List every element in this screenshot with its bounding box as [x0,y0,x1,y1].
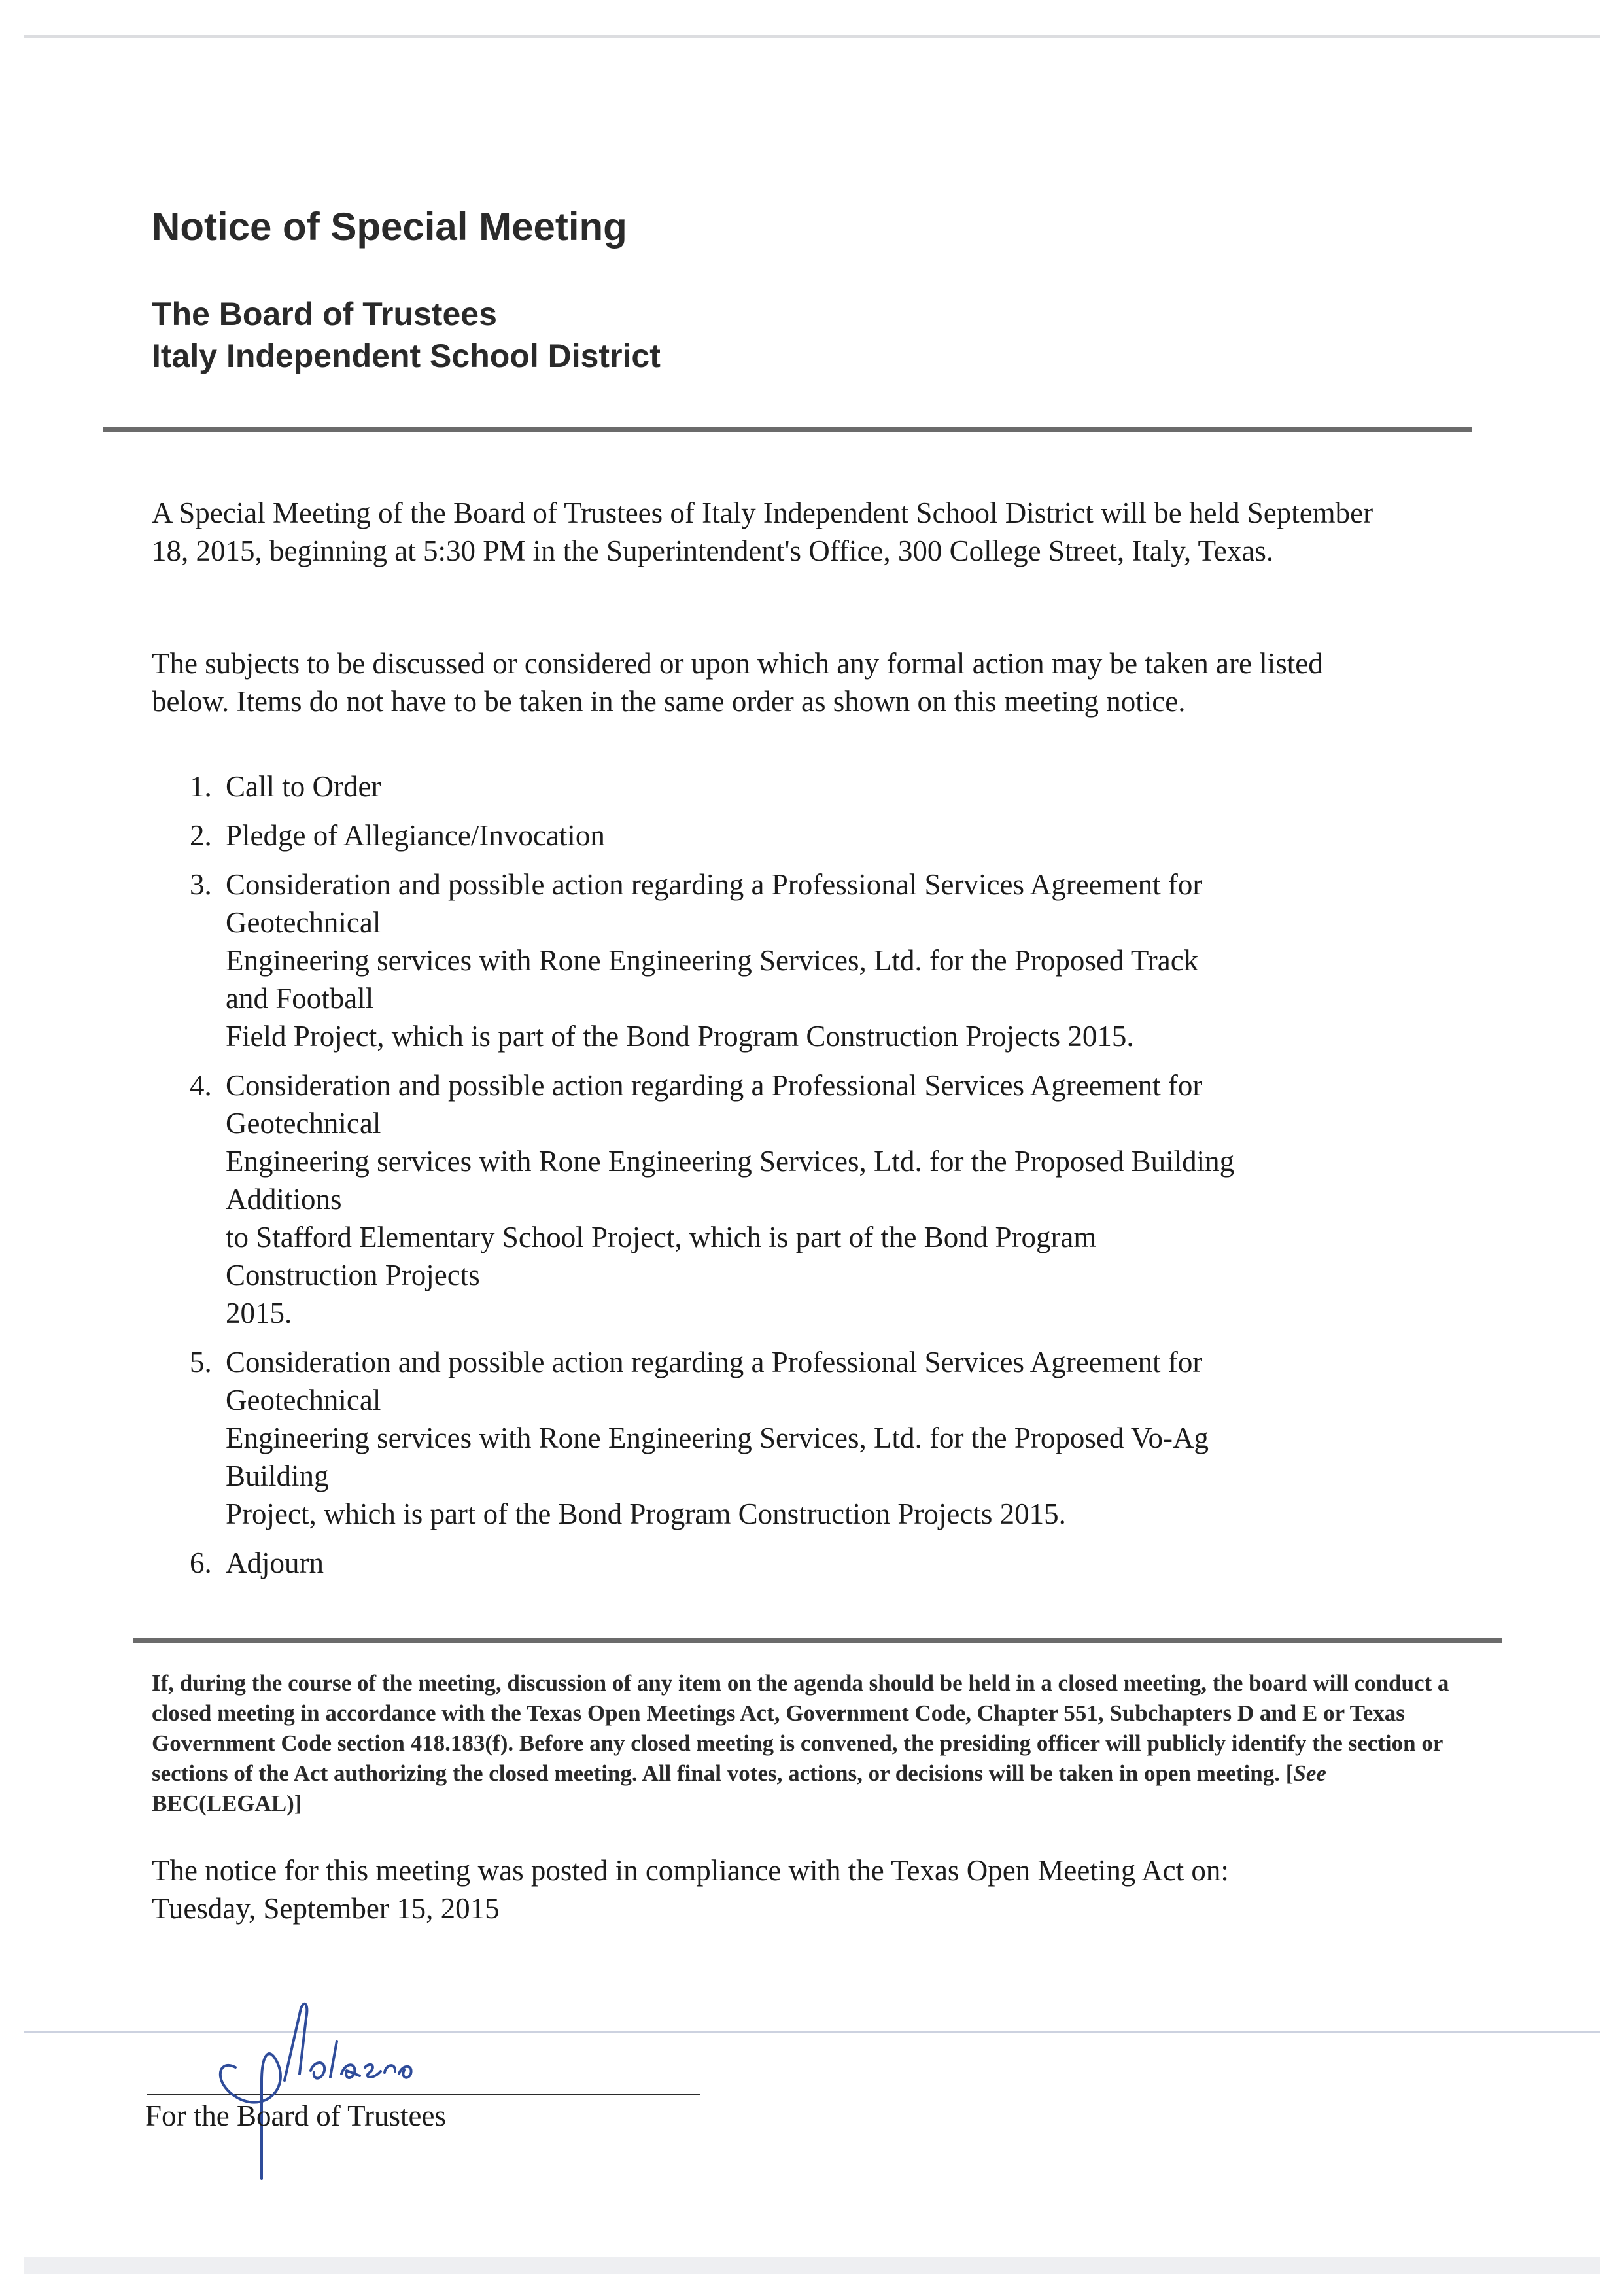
agenda-item-text: Engineering services with Rone Engineering Services, Ltd. for the Proposed Track [226,944,1199,977]
agenda-item [190,1343,1387,1533]
agenda-item-text: Building [226,1460,329,1492]
scan-edge-top [24,35,1600,38]
agenda-item-text: Consideration and possible action regarding a Professional Services Agreement for [226,1069,1203,1102]
agenda-divider [133,1638,1502,1643]
posting-compliance-text: The notice for this meeting was posted in compliance with the Texas Open Meeting Act on: [152,1854,1229,1887]
closed-meeting-notice [152,1668,1460,1819]
meeting-details-paragraph: A Special Meeting of the Board of Trustees of Italy Independent School District will be held September 18, 2015, beginning at 5:30 PM in the Superintendent's Office, 300 College Street, Italy, Texas. [152,497,1373,567]
header-divider [103,427,1472,432]
agenda-item-text: Engineering services with Rone Engineering Services, Ltd. for the Proposed Vo-Ag [226,1422,1209,1454]
agenda-item [190,816,1387,854]
agenda-item-text: Construction Projects [226,1259,480,1291]
district-name: Italy Independent School District [152,338,661,374]
posting-statement [152,1851,1460,1927]
agenda-item-text: 2015. [226,1297,292,1329]
board-heading [152,293,661,377]
agenda-item-text: Project, which is part of the Bond Program Construction Projects 2015. [226,1498,1066,1530]
agenda-item [190,1544,1387,1582]
handwritten-signature [196,1989,510,2185]
agenda-item-number: 4. [190,1069,212,1102]
agenda-item-number: 5. [190,1346,212,1378]
agenda-item-text: Geotechnical [226,1107,381,1140]
agenda-item-text: Call to Order [226,770,381,803]
scan-edge-bottom [24,2257,1600,2274]
agenda-item-text: Consideration and possible action regarding a Professional Services Agreement for [226,868,1203,901]
agenda-item-text: Geotechnical [226,906,381,939]
agenda-item-text: Field Project, which is part of the Bond Program Construction Projects 2015. [226,1020,1134,1053]
agenda-item-text: Additions [226,1183,342,1216]
legal-text: If, during the course of the meeting, discussion of any item on the agenda should be held in a closed meeting, the board will conduct a closed meeting in accordance with the Texas Open Meetings Act, Government Code, Chapter 551, Subchapters D and E or Texas Government Code section 418.183(f). Before any closed meeting is convened, the presiding officer will publicly identify the section or sections of the Act authorizing the closed meeting. All final votes, actions, or decisions will be taken in open meeting. [ [152,1670,1449,1786]
agenda-item-text: Pledge of Allegiance/Invocation [226,819,605,852]
board-name: The Board of Trustees [152,296,497,332]
agenda-item-text: and Football [226,982,374,1015]
agenda-item-number: 1. [190,770,212,803]
agenda-item-text: Adjourn [226,1547,324,1579]
posting-date: Tuesday, September 15, 2015 [152,1892,500,1925]
legal-reference: BEC(LEGAL)] [152,1791,302,1816]
page-title: Notice of Special Meeting [152,205,627,249]
signature-caption: For the Board of Trustees [145,2099,446,2132]
agenda-item-number: 6. [190,1547,212,1579]
agenda-item [190,1066,1387,1332]
subjects-paragraph: The subjects to be discussed or considered or upon which any formal action may be taken are listed below. Items do not have to be taken in the same order as shown on this meeting notice. [152,647,1323,718]
agenda-item-text: Consideration and possible action regarding a Professional Services Agreement for [226,1346,1203,1378]
signature-stroke [220,2004,411,2179]
legal-see: See [1293,1761,1326,1786]
agenda-item-text: to Stafford Elementary School Project, which is part of the Bond Program [226,1221,1097,1253]
agenda-item [190,866,1387,1055]
agenda-item-number: 3. [190,868,212,901]
agenda-item-text: Geotechnical [226,1384,381,1416]
agenda-item-number: 2. [190,819,212,852]
agenda-list [190,767,1387,1593]
agenda-item [190,767,1387,805]
agenda-item-text: Engineering services with Rone Engineering Services, Ltd. for the Proposed Building [226,1145,1235,1178]
